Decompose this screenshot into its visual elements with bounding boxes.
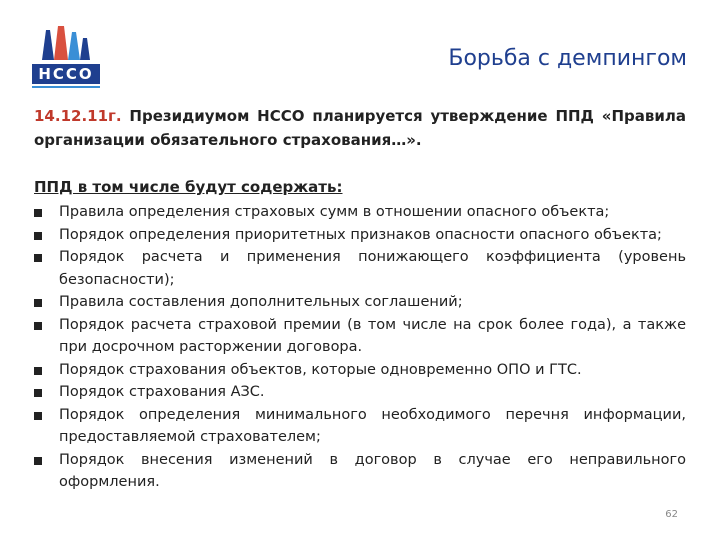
ncco-logo-graphic [24,20,108,92]
list-item [34,381,686,404]
square-bullet-icon [34,254,42,262]
logo-figure-far-right [80,38,90,60]
list-item [34,224,686,247]
list-item-text: Порядок расчета и применения понижающего коэффициента (уровень безопасности); [59,249,686,288]
list-item-text: Порядок расчета страховой премии (в том числе на срок более года), а также при досрочном расторжении договора. [59,316,686,355]
list-item-text: Порядок определения приоритетных признаков опасности опасного объекта; [59,226,662,243]
intro-paragraph [34,104,686,152]
list-item-text: Порядок определения минимального необходимого перечня информации, предоставляемой страхователем; [59,406,686,445]
square-bullet-icon [34,322,42,330]
page-number: 62 [665,509,678,520]
logo-figure-left [42,30,54,60]
square-bullet-icon [34,232,42,240]
slide-title: Борьба с демпингом [448,46,687,71]
requirements-list [34,201,686,494]
square-bullet-icon [34,457,42,465]
logo-figure-center [54,26,68,60]
list-item [34,246,686,291]
list-item-text: Правила составления дополнительных соглашений; [59,294,463,310]
list-item-text: Порядок страхования АЗС. [59,384,265,400]
list-item [34,314,686,359]
intro-text: Президиумом НССО планируется утверждение ППД «Правила организации обязательного страхования…». [34,107,686,149]
logo-figure-right [68,32,80,60]
intro-date: 14.12.11г. [34,107,122,125]
list-item-text: Порядок внесения изменений в договор в случае его неправильного оформления. [59,451,686,490]
square-bullet-icon [34,367,42,375]
logo-letters: НССО [38,65,94,83]
list-item [34,449,686,494]
square-bullet-icon [34,389,42,397]
square-bullet-icon [34,209,42,217]
square-bullet-icon [34,412,42,420]
ncco-logo [24,20,108,92]
list-item [34,404,686,449]
list-item [34,291,686,314]
square-bullet-icon [34,299,42,307]
list-item-text: Порядок страхования объектов, которые одновременно ОПО и ГТС. [59,361,582,378]
list-item-text: Правила определения страховых сумм в отношении опасного объекта; [59,204,610,220]
list-item [34,201,686,224]
section-subheading: ППД в том числе будут содержать: [34,178,343,196]
logo-underline [32,86,100,88]
list-item [34,359,686,382]
